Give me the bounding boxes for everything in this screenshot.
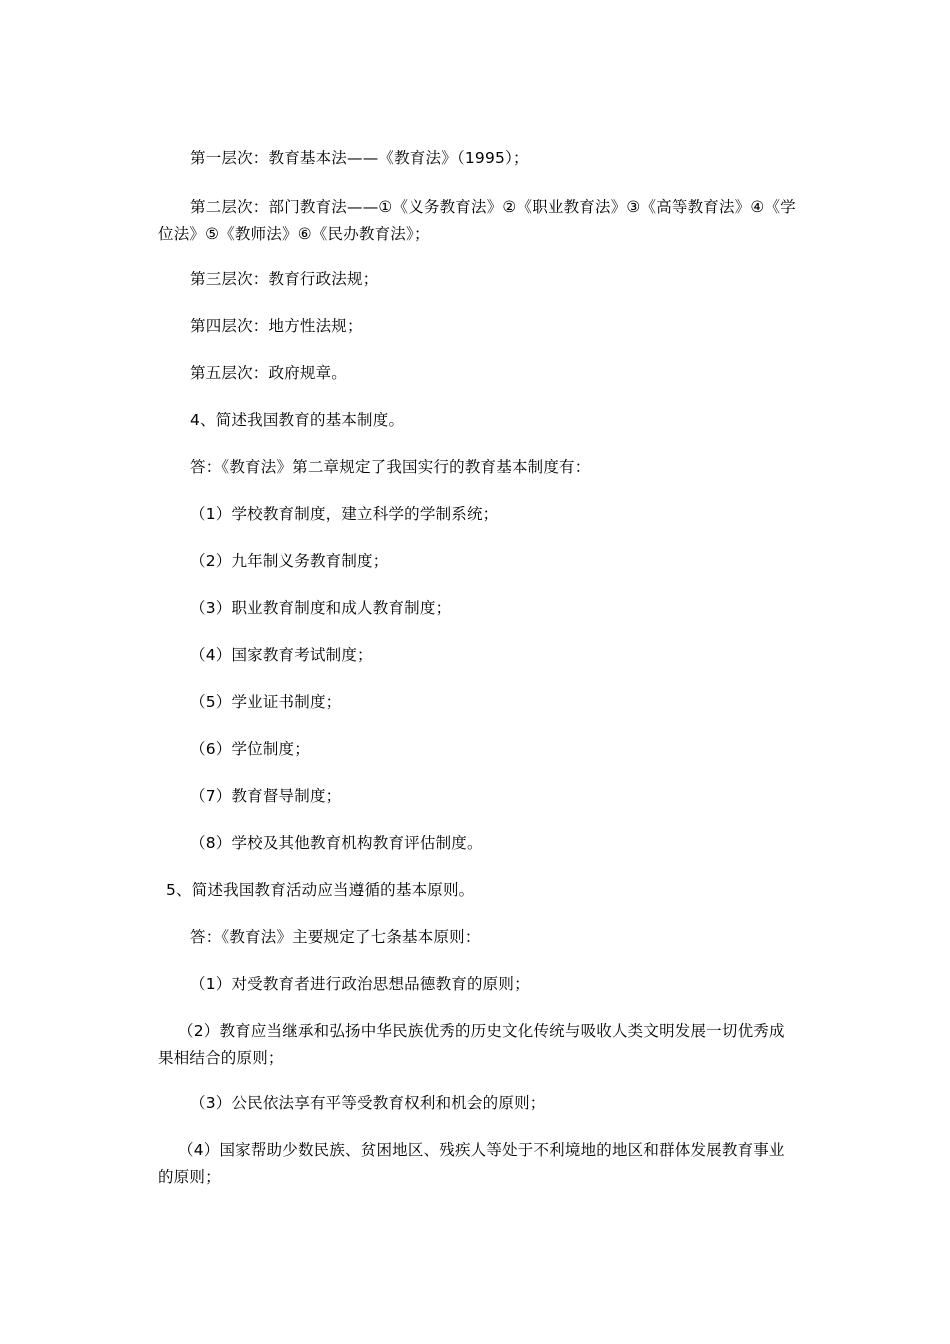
level-one-line: 第一层次：教育基本法——《教育法》（1995）； [190,149,529,167]
answer-4-item-5: （5）学业证书制度； [190,693,342,711]
question-4-heading: 4、简述我国教育的基本制度。 [190,411,405,429]
answer-5-item-4: （4）国家帮助少数民族、贫困地区、残疾人等处于不利境地的地区和群体发展教育事业的原则； [158,1141,785,1186]
answer-4-intro: 答：《教育法》第二章规定了我国实行的教育基本制度有： [190,458,591,476]
answer-4-item-8: （8）学校及其他教育机构教育评估制度。 [190,834,483,852]
level-three-line: 第三层次：教育行政法规； [190,270,379,288]
answer-4-item-6: （6）学位制度； [190,740,310,758]
question-5-heading: 5、简述我国教育活动应当遵循的基本原则。 [166,881,475,899]
answer-4-item-7: （7）教育督导制度； [190,787,342,805]
level-five-line: 第五层次：政府规章。 [190,364,348,382]
answer-4-item-4: （4）国家教育考试制度； [190,646,373,664]
answer-5-item-1: （1）对受教育者进行政治思想品德教育的原则； [190,975,530,993]
answer-5-item-2: （2）教育应当继承和弘扬中华民族优秀的历史文化传统与吸收人类文明发展一切优秀成果相结合的原则； [158,1022,785,1067]
answer-5-item-3: （3）公民依法享有平等受教育权利和机会的原则； [190,1094,546,1112]
level-four-line: 第四层次：地方性法规； [190,317,363,335]
answer-4-item-1: （1）学校教育制度，建立科学的学制系统； [190,505,499,523]
level-two-paragraph: 第二层次：部门教育法——①《义务教育法》②《职业教育法》③《高等教育法》④《学位法》⑤《教师法》⑥《民办教育法》； [158,198,796,243]
answer-5-intro: 答：《教育法》主要规定了七条基本原则： [190,928,481,946]
answer-4-item-2: （2）九年制义务教育制度； [190,552,389,570]
answer-4-item-3: （3）职业教育制度和成人教育制度； [190,599,452,617]
